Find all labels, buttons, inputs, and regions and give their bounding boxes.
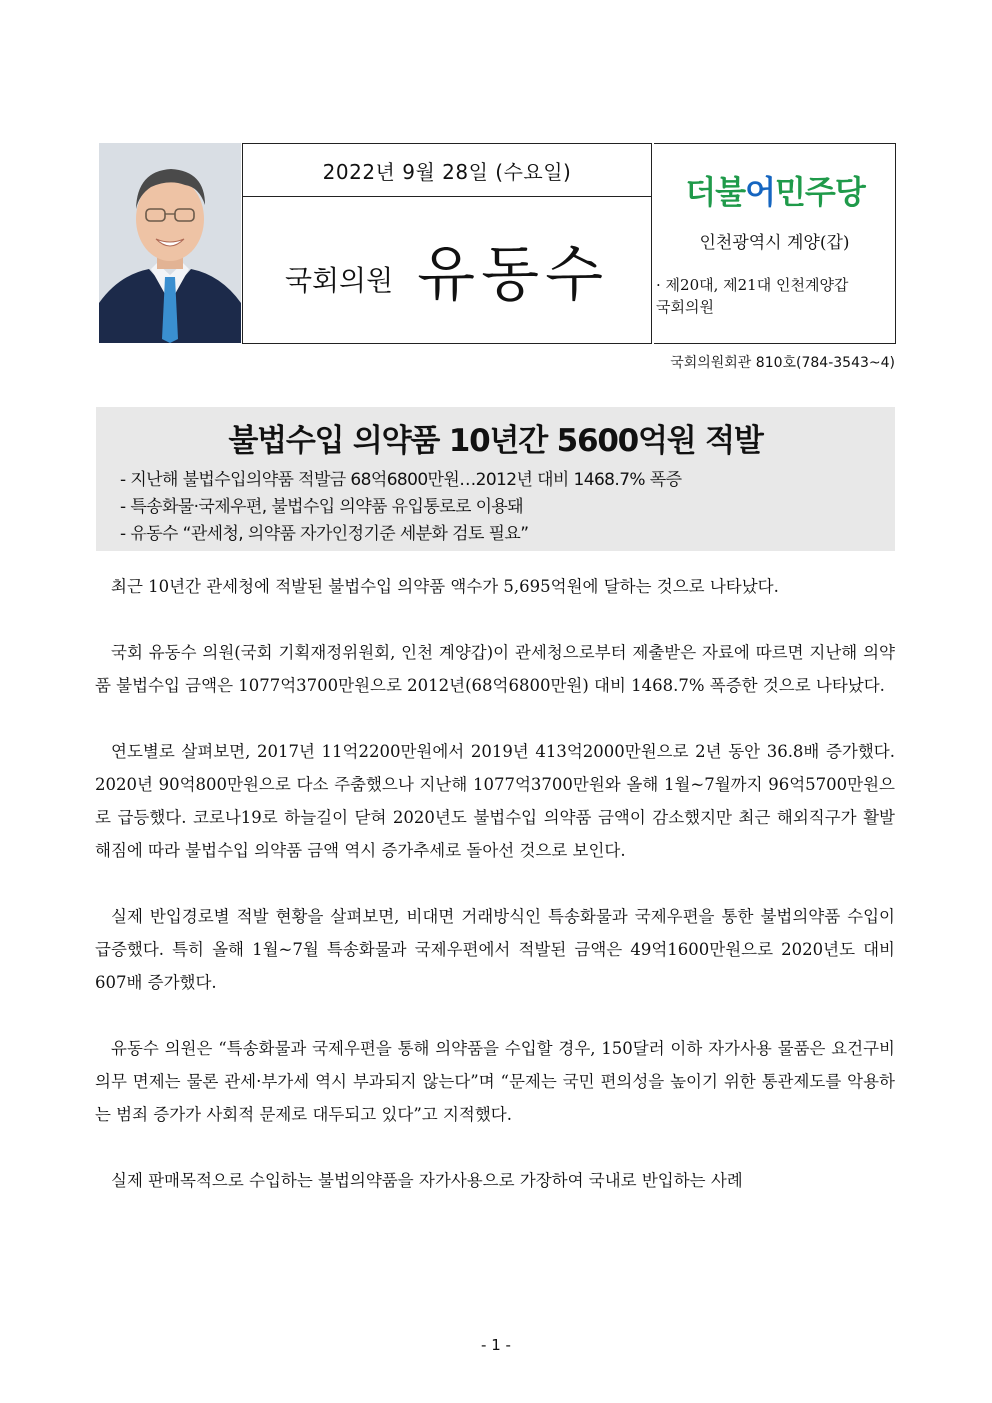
press-header — [99, 143, 896, 346]
headline: 불법수입 의약품 10년간 5600억원 적발 — [228, 423, 763, 459]
paragraph: 실제 판매목적으로 수입하는 불법의약품을 자가사용으로 가장하여 국내로 반입하는 사례 — [111, 1171, 743, 1190]
paragraph: 실제 반입경로별 적발 현황을 살펴보면, 비대면 거래방식인 특송화물과 국제우편을 통한 불법의약품 수입이 급증했다. 특히 올해 1월~7월 특송화물과 국제우편에서 적발된 금액은 49억1600만원으로 2020년도 대비 607배 증가했다. — [95, 907, 895, 992]
portrait-illustration — [99, 143, 241, 343]
party-logo — [664, 168, 886, 216]
party-box — [654, 143, 896, 344]
portrait-photo — [99, 143, 241, 343]
release-date: 2022년 9월 28일 (수요일) — [243, 144, 651, 197]
subheadlines — [120, 467, 681, 548]
title-label: 국회의원 — [284, 264, 394, 297]
article-body — [95, 570, 895, 1230]
page-number: - 1 - — [481, 1336, 511, 1354]
subheadline: - 지난해 불법수입의약품 적발금 68억6800만원…2012년 대비 1468.7% 폭증 — [120, 470, 682, 490]
office-info: 국회의원회관 810호(784-3543~4) — [670, 355, 895, 371]
headline-block — [96, 407, 895, 551]
terms-line-1: · 제20대, 제21대 인천계양갑 — [656, 276, 849, 294]
paragraph: 국회 유동수 의원(국회 기획재정위원회, 인천 계양갑)이 관세청으로부터 제출받은 자료에 따르면 지난해 의약품 불법수입 금액은 1077억3700만원으로 2012년(68억6800만원) 대비 1468.7% 폭증한 것으로 나타났다. — [95, 643, 895, 695]
party-logo-part-3: 민주당 — [775, 173, 865, 211]
constituency: 인천광역시 계양(갑) — [699, 233, 850, 253]
paragraph: 최근 10년간 관세청에 적발된 불법수입 의약품 액수가 5,695억원에 달하는 것으로 나타났다. — [111, 577, 779, 596]
lawmaker-name: 유동수 — [417, 240, 610, 310]
terms-line-2: 국회의원 — [656, 298, 714, 316]
subheadline: - 유동수 “관세청, 의약품 자가인정기준 세분화 검토 필요” — [120, 524, 529, 544]
party-logo-part-1: 더불 — [685, 173, 746, 211]
party-logo-part-2: 어 — [745, 173, 775, 211]
paragraph: 연도별로 살펴보면, 2017년 11억2200만원에서 2019년 413억2000만원으로 2년 동안 36.8배 증가했다. 2020년 90억800만원으로 다소 주춤했으나 지난해 1077억3700만원와 올해 1월~7월까지 96억5700만원으로 급등했다. 코로나19로 하늘길이 닫혀 2020년도 불법수입 의약품 금액이 감소했지만 최근 해외직구가 활발해짐에 따라 불법수입 의약품 금액 역시 증가추세로 돌아선 것으로 보인다. — [95, 742, 895, 860]
paragraph: 유동수 의원은 “특송화물과 국제우편을 통해 의약품을 수입할 경우, 150달러 이하 자가사용 물품은 요건구비 의무 면제는 물론 관세·부가세 역시 부과되지 않는다”며 “문제는 국민 편의성을 높이기 위한 통관제도를 악용하는 범죄 증가가 사회적 문제로 대두되고 있다”고 지적했다. — [95, 1039, 895, 1124]
terms-info — [656, 274, 891, 318]
name-box — [242, 143, 652, 344]
name-row — [243, 197, 651, 343]
subheadline: - 특송화물·국제우편, 불법수입 의약품 유입통로로 이용돼 — [120, 497, 524, 517]
